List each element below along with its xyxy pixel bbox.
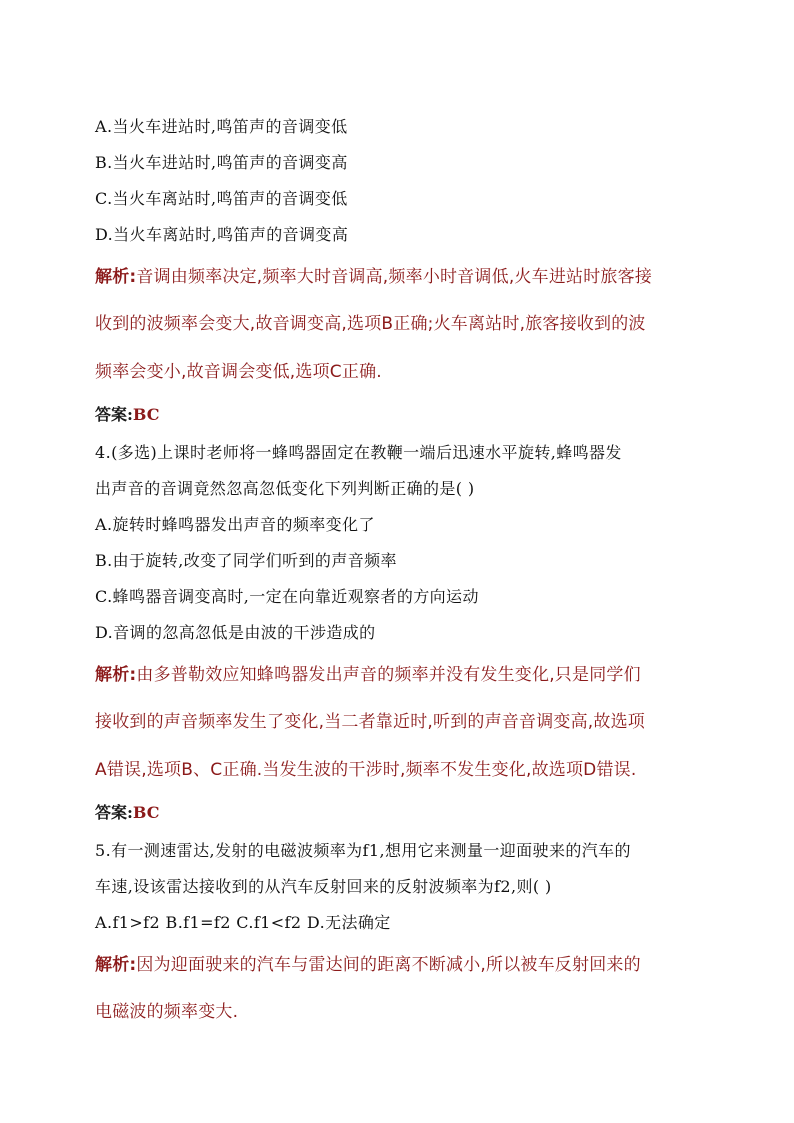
q3-analysis-line-1 <box>95 266 652 288</box>
q4-option-d: D.音调的忽高忽低是由波的干涉造成的 <box>95 623 376 642</box>
q5-analysis-label: 解析: <box>95 955 137 975</box>
q3-analysis-label: 解析: <box>95 267 137 287</box>
q4-analysis-label: 解析: <box>95 665 137 685</box>
q5-analysis-text-1: 因为迎面驶来的汽车与雷达间的距离不断减小,所以被车反射回来的 <box>136 955 641 975</box>
q4-option-b: B.由于旋转,改变了同学们听到的声音频率 <box>95 551 397 570</box>
q4-analysis-line-1 <box>95 664 641 686</box>
q4-analysis-line-3: A错误,选项B、C正确.当发生波的干涉时,频率不发生变化,故选项D错误. <box>95 760 637 780</box>
q4-stem-line-2: 出声音的音调竟然忽高忽低变化下列判断正确的是( ) <box>95 479 475 498</box>
q3-option-d: D.当火车离站时,鸣笛声的音调变高 <box>95 225 349 244</box>
q3-analysis-line-2: 收到的波频率会变大,故音调变高,选项B正确;火车离站时,旅客接收到的波 <box>95 314 646 334</box>
q3-option-c: C.当火车离站时,鸣笛声的音调变低 <box>95 189 348 208</box>
q4-stem-line-1: 4.(多选)上课时老师将一蜂鸣器固定在教鞭一端后迅速水平旋转,蜂鸣器发 <box>95 443 622 462</box>
q3-answer-value: BC <box>132 405 160 424</box>
q5-options: A.f1>f2 B.f1=f2 C.f1<f2 D.无法确定 <box>95 913 391 932</box>
q3-answer-label: 答案: <box>95 405 133 424</box>
q4-option-a: A.旋转时蜂鸣器发出声音的频率变化了 <box>95 515 375 534</box>
q3-option-b: B.当火车进站时,鸣笛声的音调变高 <box>95 153 348 172</box>
q4-answer-value: BC <box>132 803 160 822</box>
q5-stem-line-2: 车速,设该雷达接收到的从汽车反射回来的反射波频率为f2,则( ) <box>95 877 552 896</box>
q5-stem-line-1: 5.有一测速雷达,发射的电磁波频率为f1,想用它来测量一迎面驶来的汽车的 <box>95 841 631 860</box>
q3-answer <box>95 404 159 426</box>
q3-option-a: A.当火车进站时,鸣笛声的音调变低 <box>95 117 348 136</box>
q4-option-c: C.蜂鸣器音调变高时,一定在向靠近观察者的方向运动 <box>95 587 479 606</box>
q4-analysis-text-1: 由多普勒效应知蜂鸣器发出声音的频率并没有发生变化,只是同学们 <box>136 665 641 685</box>
q4-analysis-line-2: 接收到的声音频率发生了变化,当二者靠近时,听到的声音音调变高,故选项 <box>95 712 646 732</box>
q3-analysis-text-1: 音调由频率决定,频率大时音调高,频率小时音调低,火车进站时旅客接 <box>136 267 653 287</box>
q5-analysis-line-2: 电磁波的频率变大. <box>95 1002 239 1022</box>
q3-analysis-line-3: 频率会变小,故音调会变低,选项C正确. <box>95 362 382 382</box>
q4-answer-label: 答案: <box>95 803 133 822</box>
q4-answer <box>95 802 159 824</box>
q5-analysis-line-1 <box>95 954 641 976</box>
